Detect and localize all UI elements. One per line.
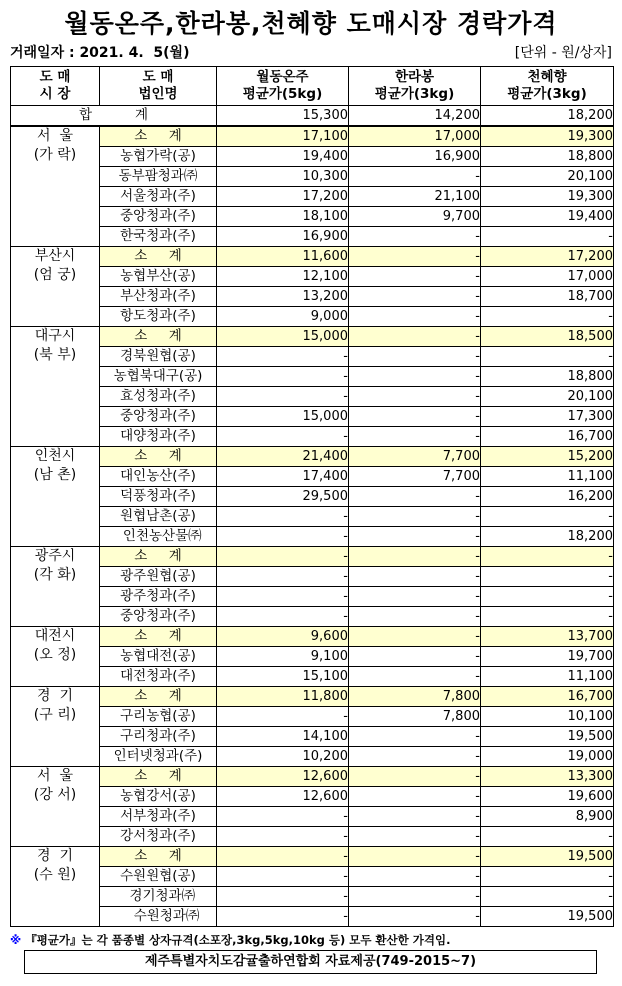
onju-price: - [217,587,349,607]
cheonhyehyang-price: - [481,867,614,887]
hallabong-price: - [349,407,481,427]
note-text: 『평균가』는 각 품종별 상자규격(소포장,3kg,5kg,10kg 등) 모두 환산한 가격임. [21,933,451,947]
cheonhyehyang-price: 18,700 [481,287,614,307]
market-region [11,247,100,327]
cheonhyehyang-price: 11,100 [481,467,614,487]
corp-name: 대전청과(주) [100,667,217,687]
market-region [11,327,100,447]
corp-name: 구리농협(공) [100,707,217,727]
table-row [11,887,614,907]
table-row [11,867,614,887]
corp-name: 소 계 [100,627,217,647]
table-row [11,607,614,627]
market-region [11,547,100,627]
footnote [10,932,450,948]
hallabong-price: - [349,307,481,327]
cheonhyehyang-price: 19,600 [481,787,614,807]
header-corp: 도 매 법인명 [100,67,217,106]
cheonhyehyang-price: 13,700 [481,627,614,647]
onju-price: 10,300 [217,167,349,187]
cheonhyehyang-price: 19,300 [481,126,614,147]
corp-name: 대양청과(주) [100,427,217,447]
corp-name: 효성청과(주) [100,387,217,407]
hallabong-price: - [349,587,481,607]
hallabong-price: - [349,347,481,367]
table-row [11,147,614,167]
hallabong-price: 17,000 [349,126,481,147]
onju-price: 13,200 [217,287,349,307]
table-row [11,287,614,307]
market-region-line: 광주시 [34,548,76,564]
onju-price: - [217,547,349,567]
subtotal-row [11,327,614,347]
hallabong-price: 7,700 [349,447,481,467]
cheonhyehyang-price: 16,700 [481,427,614,447]
hallabong-price: - [349,827,481,847]
market-region-line: 부산시 [34,248,76,264]
corp-name: 부산청과(주) [100,287,217,307]
page-title: 월동온주,한라봉,천혜향 도매시장 경락가격 [64,9,558,38]
corp-name: 수원원협(공) [100,867,217,887]
onju-price: - [217,847,349,867]
table-row [11,787,614,807]
onju-price: 9,600 [217,627,349,647]
corp-name: 덕풍청과(주) [100,487,217,507]
cheonhyehyang-price: - [481,587,614,607]
subtotal-row [11,627,614,647]
cheonhyehyang-price: 19,400 [481,207,614,227]
cheonhyehyang-price: - [481,507,614,527]
market-region-line: (수 원) [33,867,77,883]
corp-name: 소 계 [100,547,217,567]
hallabong-price: - [349,627,481,647]
hallabong-price: - [349,227,481,247]
subtotal-row [11,687,614,707]
corp-name: 농협부산(공) [100,267,217,287]
hallabong-price: 7,800 [349,707,481,727]
corp-name: 소 계 [100,847,217,867]
hallabong-price: - [349,847,481,867]
subtotal-row [11,247,614,267]
cheonhyehyang-price: - [481,567,614,587]
cheonhyehyang-price: - [481,547,614,567]
table-row [11,307,614,327]
cheonhyehyang-price: - [481,887,614,907]
onju-price: - [217,607,349,627]
corp-name: 경북원협(공) [100,347,217,367]
onju-price: - [217,507,349,527]
onju-price: - [217,887,349,907]
onju-price: 18,100 [217,207,349,227]
corp-name: 수원청과㈜ [100,907,217,927]
onju-price: - [217,567,349,587]
hallabong-price: - [349,567,481,587]
onju-price: 10,200 [217,747,349,767]
table-row [11,427,614,447]
corp-name: 강서청과(주) [100,827,217,847]
hallabong-price: - [349,267,481,287]
table-row [11,207,614,227]
onju-price: 15,000 [217,327,349,347]
corp-name: 대인농산(주) [100,467,217,487]
market-region-line: (가 락) [33,147,77,163]
cheonhyehyang-price: 20,100 [481,387,614,407]
market-region-line: (강 서) [33,787,77,803]
onju-price: 12,600 [217,787,349,807]
table-row [11,167,614,187]
onju-price: - [217,347,349,367]
cheonhyehyang-price: 18,500 [481,327,614,347]
cheonhyehyang-price: - [481,607,614,627]
header-row [11,67,614,106]
total-row [11,106,614,127]
subtotal-row [11,847,614,867]
market-region-line: 서 울 [37,128,73,144]
corp-name: 소 계 [100,687,217,707]
corp-name: 소 계 [100,767,217,787]
subtotal-row [11,547,614,567]
corp-name: 항도청과(주) [100,307,217,327]
hallabong-price: - [349,427,481,447]
cheonhyehyang-price: 18,800 [481,367,614,387]
cheonhyehyang-price: 8,900 [481,807,614,827]
corp-name: 동부팜청과㈜ [100,167,217,187]
table-row [11,827,614,847]
cheonhyehyang-price: 19,300 [481,187,614,207]
total-onju: 15,300 [217,106,349,127]
hallabong-price: - [349,887,481,907]
market-region-line: (각 화) [33,567,77,583]
hallabong-price: - [349,647,481,667]
onju-price: 11,800 [217,687,349,707]
hallabong-price: - [349,287,481,307]
total-cheonhyehyang: 18,200 [481,106,614,127]
hallabong-price: - [349,667,481,687]
market-region-line: 경 기 [37,688,73,704]
hallabong-price: - [349,867,481,887]
hallabong-price: - [349,167,481,187]
corp-name: 인터넷청과(주) [100,747,217,767]
table-row [11,267,614,287]
onju-price: 17,400 [217,467,349,487]
hallabong-price: - [349,907,481,927]
onju-price: 17,200 [217,187,349,207]
hallabong-price: - [349,327,481,347]
hallabong-price: - [349,367,481,387]
hallabong-price: - [349,807,481,827]
hallabong-price: - [349,487,481,507]
corp-name: 중앙청과(주) [100,407,217,427]
cheonhyehyang-price: 11,100 [481,667,614,687]
onju-price: 14,100 [217,727,349,747]
hallabong-price: - [349,387,481,407]
onju-price: - [217,867,349,887]
corp-name: 농협강서(공) [100,787,217,807]
note-mark: ※ [10,933,22,947]
onju-price: 15,000 [217,407,349,427]
cheonhyehyang-price: 10,100 [481,707,614,727]
market-region [11,767,100,847]
onju-price: 9,100 [217,647,349,667]
onju-price: 12,100 [217,267,349,287]
market-region-line: (남 촌) [33,467,77,483]
cheonhyehyang-price: 18,800 [481,147,614,167]
table-row [11,707,614,727]
corp-name: 소 계 [100,247,217,267]
market-region [11,627,100,687]
unit-label: [단위 - 원/상자] [514,45,612,61]
table-row [11,667,614,687]
onju-price: - [217,807,349,827]
market-region-line: 대구시 [34,328,76,344]
onju-price: - [217,527,349,547]
market-region [11,847,100,927]
source-credit: 제주특별자치도감귤출하연합회 자료제공(749-2015~7) [24,950,597,974]
market-region-line: 대전시 [34,628,76,644]
table-row [11,367,614,387]
cheonhyehyang-price: 16,200 [481,487,614,507]
onju-price: - [217,907,349,927]
table-row [11,567,614,587]
corp-name: 광주청과(주) [100,587,217,607]
market-region [11,687,100,767]
cheonhyehyang-price: 15,200 [481,447,614,467]
corp-name: 농협대전(공) [100,647,217,667]
table-row [11,807,614,827]
hallabong-price: - [349,787,481,807]
header-market: 도 매 시 장 [11,67,100,106]
cheonhyehyang-price: 17,300 [481,407,614,427]
table-row [11,587,614,607]
cheonhyehyang-price: 20,100 [481,167,614,187]
corp-name: 서울청과(주) [100,187,217,207]
onju-price: - [217,387,349,407]
cheonhyehyang-price: - [481,307,614,327]
cheonhyehyang-price: 16,700 [481,687,614,707]
cheonhyehyang-price: 19,500 [481,727,614,747]
hallabong-price: - [349,507,481,527]
corp-name: 광주원협(공) [100,567,217,587]
hallabong-price: - [349,247,481,267]
cheonhyehyang-price: - [481,827,614,847]
onju-price: - [217,427,349,447]
subtotal-row [11,447,614,467]
hallabong-price: - [349,747,481,767]
table-row [11,227,614,247]
cheonhyehyang-price: - [481,227,614,247]
subtotal-row [11,767,614,787]
onju-price: 15,100 [217,667,349,687]
hallabong-price: - [349,527,481,547]
market-region [11,126,100,247]
hallabong-price: - [349,547,481,567]
table-row [11,527,614,547]
corp-name: 구리청과(주) [100,727,217,747]
corp-name: 중앙청과(주) [100,607,217,627]
market-region-line: 서 울 [37,768,73,784]
corp-name: 중앙청과(주) [100,207,217,227]
market-region [11,447,100,547]
corp-name: 원협남촌(공) [100,507,217,527]
onju-price: 19,400 [217,147,349,167]
market-region-line: 인천시 [34,448,76,464]
table-row [11,187,614,207]
table-row [11,467,614,487]
market-region-line: (엄 궁) [33,267,77,283]
cheonhyehyang-price: 17,200 [481,247,614,267]
corp-name: 농협가락(공) [100,147,217,167]
table-row [11,647,614,667]
corp-name: 농협북대구(공) [100,367,217,387]
cheonhyehyang-price: - [481,347,614,367]
hallabong-price: - [349,767,481,787]
table-row [11,407,614,427]
price-table [10,66,614,927]
total-hallabong: 14,200 [349,106,481,127]
total-label: 합 계 [11,106,217,127]
cheonhyehyang-price: 17,000 [481,267,614,287]
table-row [11,907,614,927]
market-region-line: (북 부) [33,347,77,363]
hallabong-price: 21,100 [349,187,481,207]
hallabong-price: 16,900 [349,147,481,167]
hallabong-price: 7,700 [349,467,481,487]
corp-name: 인천농산물㈜ [100,527,217,547]
table-row [11,387,614,407]
hallabong-price: 7,800 [349,687,481,707]
cheonhyehyang-price: 13,300 [481,767,614,787]
table-row [11,347,614,367]
hallabong-price: 9,700 [349,207,481,227]
cheonhyehyang-price: 18,200 [481,527,614,547]
header-hallabong: 한라봉 평균가(3kg) [349,67,481,106]
onju-price: 11,600 [217,247,349,267]
onju-price: - [217,707,349,727]
onju-price: 16,900 [217,227,349,247]
onju-price: 17,100 [217,126,349,147]
header-onju: 월동온주 평균가(5kg) [217,67,349,106]
cheonhyehyang-price: 19,000 [481,747,614,767]
corp-name: 서부청과(주) [100,807,217,827]
onju-price: - [217,367,349,387]
cheonhyehyang-price: 19,500 [481,847,614,867]
hallabong-price: - [349,727,481,747]
table-row [11,727,614,747]
onju-price: 12,600 [217,767,349,787]
hallabong-price: - [349,607,481,627]
cheonhyehyang-price: 19,500 [481,907,614,927]
cheonhyehyang-price: 19,700 [481,647,614,667]
header-cheonhyehyang: 천혜향 평균가(3kg) [481,67,614,106]
corp-name: 소 계 [100,327,217,347]
onju-price: - [217,827,349,847]
onju-price: 9,000 [217,307,349,327]
trade-date: 거래일자 : 2021. 4. 5(월) [10,45,190,61]
market-region-line: (오 정) [33,647,77,663]
onju-price: 21,400 [217,447,349,467]
corp-name: 경기청과㈜ [100,887,217,907]
onju-price: 29,500 [217,487,349,507]
market-region-line: 경 기 [37,848,73,864]
table-row [11,487,614,507]
subheader [10,42,612,60]
subtotal-row [11,126,614,147]
corp-name: 소 계 [100,126,217,147]
corp-name: 한국청과(주) [100,227,217,247]
table-row [11,507,614,527]
market-region-line: (구 리) [33,707,77,723]
corp-name: 소 계 [100,447,217,467]
table-row [11,747,614,767]
